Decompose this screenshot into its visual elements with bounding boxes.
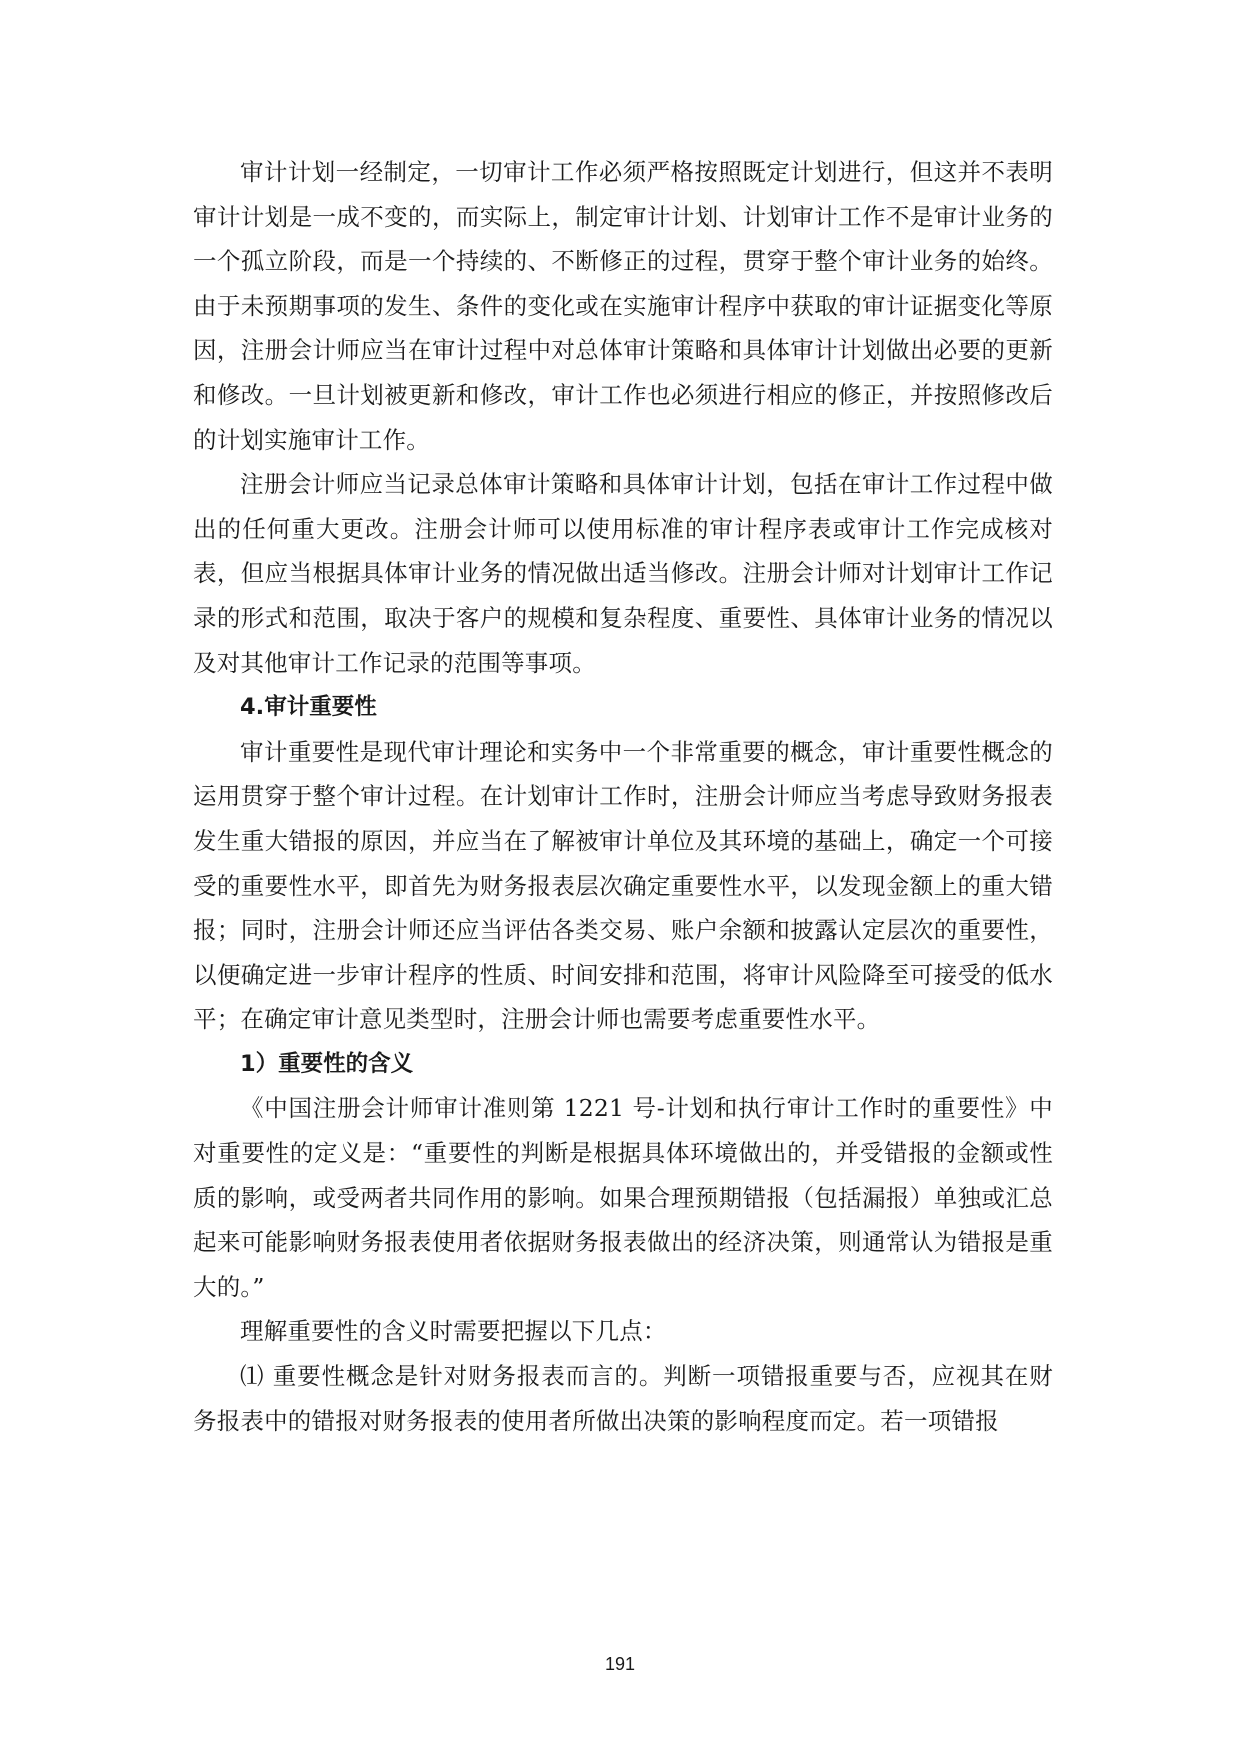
paragraph-audit-plan-documentation: 注册会计师应当记录总体审计策略和具体审计计划，包括在审计工作过程中做出的任何重大更改。注册会计师可以使用标准的审计程序表或审计工作完成核对表，但应当根据具体审计业务的情况做出适当修改。注册会计师对计划审计工作记录的形式和范围，取决于客户的规模和复杂程度、重要性、具体审计业务的情况以及对其他审计工作记录的范围等事项。 [193,470,1053,677]
paragraph-point-one: ⑴ 重要性概念是针对财务报表而言的。判断一项错报重要与否，应视其在财务报表中的错报对财务报表的使用者所做出决策的影响程度而定。若一项错报 [193,1362,1053,1435]
subsection-heading-materiality-meaning: 1）重要性的含义 [240,1050,414,1077]
page-body [193,150,1053,1443]
paragraph-audit-plan-revision: 审计计划一经制定，一切审计工作必须严格按照既定计划进行，但这并不表明审计计划是一成不变的，而实际上，制定审计计划、计划审计工作不是审计业务的一个孤立阶段，而是一个持续的、不断修正的过程，贯穿于整个审计业务的始终。由于未预期事项的发生、条件的变化或在实施审计程序中获取的审计证据变化等原因，注册会计师应当在审计过程中对总体审计策略和具体审计计划做出必要的更新和修改。一旦计划被更新和修改，审计工作也必须进行相应的修正，并按照修改后的计划实施审计工作。 [193,158,1053,454]
paragraph-materiality-definition: 《中国注册会计师审计准则第 1221 号-计划和执行审计工作时的重要性》中对重要性的定义是：“重要性的判断是根据具体环境做出的，并受错报的金额或性质的影响，或受两者共同作用的影响。如果合理预期错报（包括漏报）单独或汇总起来可能影响财务报表使用者依据财务报表做出的经济决策，则通常认为错报是重大的。” [193,1094,1053,1301]
paragraph-materiality-overview: 审计重要性是现代审计理论和实务中一个非常重要的概念，审计重要性概念的运用贯穿于整个审计过程。在计划审计工作时，注册会计师应当考虑导致财务报表发生重大错报的原因，并应当在了解被审计单位及其环境的基础上，确定一个可接受的重要性水平，即首先为财务报表层次确定重要性水平，以发现金额上的重大错报；同时，注册会计师还应当评估各类交易、账户余额和披露认定层次的重要性，以便确定进一步审计程序的性质、时间安排和范围，将审计风险降至可接受的低水平；在确定审计意见类型时，注册会计师也需要考虑重要性水平。 [193,737,1053,1034]
section-heading-audit-materiality: 4.审计重要性 [240,694,377,721]
page-number: 191 [604,1654,636,1674]
paragraph-key-points-intro: 理解重要性的含义时需要把握以下几点： [240,1317,667,1346]
